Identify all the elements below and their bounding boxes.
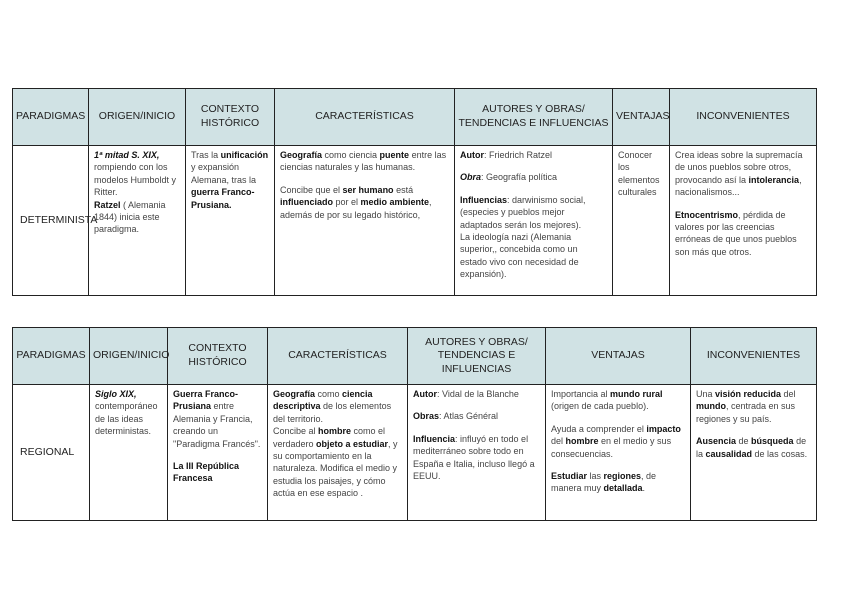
influencias-label: Influencias: [460, 194, 508, 205]
text-bold: Geografía: [280, 150, 323, 160]
text: Concibe al: [273, 426, 319, 437]
autores-cell: [455, 146, 613, 296]
text: del: [781, 389, 796, 399]
text: , y su comportamiento en la naturaleza. Modifica el medio y estudia los paisajes, y cómo actúa en ese espacio .: [273, 438, 398, 499]
text-bold: Etnocentrismo: [675, 209, 739, 220]
text-bold: impacto: [646, 423, 681, 434]
text-bold: Geografía: [273, 389, 316, 399]
text-bold: regiones: [603, 471, 642, 482]
text: de las cosas.: [752, 448, 808, 459]
text-bold: mundo: [696, 401, 726, 412]
autores-cell: [408, 385, 546, 521]
text: de los elementos del territorio.: [273, 401, 392, 424]
text: del: [551, 436, 566, 447]
text-bold: hombre: [318, 426, 352, 437]
caracteristicas-cell: [268, 385, 408, 521]
text: Importancia al: [551, 389, 611, 399]
text-bold: objeto a estudiar: [316, 438, 389, 449]
text-bold: mundo rural: [610, 389, 663, 399]
origen-text: rompiendo con los modelos Humboldt y Ritter.: [94, 162, 177, 198]
header-row: [13, 328, 817, 385]
text-bold: intolerancia: [748, 174, 800, 185]
header-inconvenientes: INCONVENIENTES: [670, 89, 817, 146]
header-paradigmas: PARADIGMAS: [13, 328, 90, 385]
header-caracteristicas: CARACTERÍSTICAS: [268, 328, 408, 385]
contexto-bold: Guerra Franco-Prusiana: [173, 389, 239, 412]
influencias-value-2: La ideología nazi (Alemania superior,, concebida como un estado vivo con necesidad de expansión).: [460, 232, 579, 280]
text: como: [315, 389, 343, 399]
text-bold: búsqueda: [751, 436, 794, 447]
paradigm-name: DETERMINISTA: [13, 146, 89, 296]
influencia-value: : influyó en todo el mediterráneo sobre todo en España e Italia, incluso llegó a EEUU.: [413, 433, 535, 482]
text-bold: influenciado: [280, 197, 334, 208]
text: , pérdida de valores por las creencias erróneas de que unos pueblos son más que otros.: [675, 209, 797, 257]
text: Ayuda a comprender el: [551, 423, 647, 434]
obra-value: : Geografía política: [481, 172, 558, 183]
contexto-cell: [168, 385, 268, 521]
text: Una: [696, 389, 716, 399]
contexto-text: entre Alemania y Francia, creando un "Paradigma Francés".: [173, 401, 261, 449]
inconvenientes-cell: [670, 146, 817, 296]
header-origen: ORIGEN/INICIO: [90, 328, 168, 385]
text-bold: detallada: [603, 483, 643, 494]
text: como ciencia: [322, 150, 380, 160]
text-bold: hombre: [565, 436, 599, 447]
obra-value: : Atlas Général: [439, 411, 499, 422]
text: , centrada en sus regiones y su país.: [696, 401, 796, 424]
header-paradigmas: PARADIGMAS: [13, 89, 89, 146]
origen-ratzel: Ratzel: [94, 199, 121, 210]
text: , además de por su legado histórico,: [280, 197, 432, 220]
table-row: [13, 146, 817, 296]
text-bold: medio ambiente: [360, 197, 430, 208]
ventajas-cell: Conocer los elementos culturales: [613, 146, 670, 296]
autor-label: Autor: [413, 389, 437, 399]
header-ventajas: VENTAJAS: [613, 89, 670, 146]
text: las: [587, 471, 604, 482]
text: , de manera muy: [551, 471, 657, 494]
obra-label: Obra: [460, 172, 482, 183]
contexto-bold: La III República Francesa: [173, 461, 240, 484]
influencias-value: : darwinismo social, (especies y pueblos mejor adaptados serán los mejores).: [460, 194, 586, 230]
header-origen: ORIGEN/INICIO: [89, 89, 186, 146]
regional-table: [12, 327, 817, 521]
text: en el medio y sus consecuencias.: [551, 436, 672, 459]
determinista-table: [12, 88, 817, 296]
text: de la: [696, 436, 807, 459]
text-bold: visión reducida: [715, 389, 782, 399]
header-row: [13, 89, 817, 146]
header-contexto: CONTEXTO HISTÓRICO: [168, 328, 268, 385]
autor-value: : Friedrich Ratzel: [484, 150, 553, 160]
text: Concibe que el: [280, 184, 343, 195]
text: .: [642, 483, 646, 494]
autor-value: : Vidal de la Blanche: [437, 389, 519, 399]
text-bold: Estudiar: [551, 471, 588, 482]
contexto-text: y expansión Alemana, tras la: [191, 162, 257, 185]
header-inconvenientes: INCONVENIENTES: [691, 328, 817, 385]
table-row: [13, 385, 817, 521]
header-ventajas: VENTAJAS: [546, 328, 691, 385]
obra-label: Obras: [413, 411, 440, 422]
caracteristicas-cell: [275, 146, 455, 296]
text: de: [736, 436, 752, 447]
origen-date: 1ª mitad S. XIX,: [94, 150, 160, 160]
text: entre las ciencias naturales y las humanas.: [280, 150, 447, 173]
paradigm-name: REGIONAL: [13, 385, 90, 521]
inconvenientes-cell: [691, 385, 817, 521]
text: por el: [333, 197, 361, 208]
header-autores: AUTORES Y OBRAS/ TENDENCIAS E INFLUENCIAS: [408, 328, 546, 385]
header-contexto: CONTEXTO HISTÓRICO: [186, 89, 275, 146]
text: , nacionalismos...: [675, 174, 802, 198]
contexto-text: Tras la: [191, 150, 221, 160]
text-bold: puente: [379, 150, 410, 160]
text: Crea ideas sobre la supremacía de unos pueblos sobre otros, provocando así la: [675, 150, 803, 185]
origen-date: Siglo XIX,: [95, 389, 137, 399]
origen-text: contemporáneo de las ideas deterministas.: [95, 401, 158, 437]
text: (origen de cada pueblo).: [551, 401, 649, 412]
text-bold: ser humano: [342, 184, 394, 195]
header-caracteristicas: CARACTERÍSTICAS: [275, 89, 455, 146]
contexto-cell: [186, 146, 275, 296]
header-autores: AUTORES Y OBRAS/ TENDENCIAS E INFLUENCIAS: [455, 89, 613, 146]
text-bold: ciencia descriptiva: [273, 389, 373, 412]
text: está: [393, 184, 414, 195]
text: como el verdadero: [273, 426, 386, 449]
text-bold: causalidad: [705, 448, 753, 459]
contexto-bold: guerra Franco- Prusiana.: [191, 187, 255, 210]
origen-cell: [90, 385, 168, 521]
text-bold: Ausencia: [696, 436, 737, 447]
contexto-bold: unificación: [220, 150, 269, 160]
ventajas-cell: [546, 385, 691, 521]
influencia-label: Influencia: [413, 433, 456, 444]
origen-cell: [89, 146, 186, 296]
autor-label: Autor: [460, 150, 484, 160]
origen-text2: ( Alemania 1844) inicia este paradigma.: [94, 199, 166, 235]
